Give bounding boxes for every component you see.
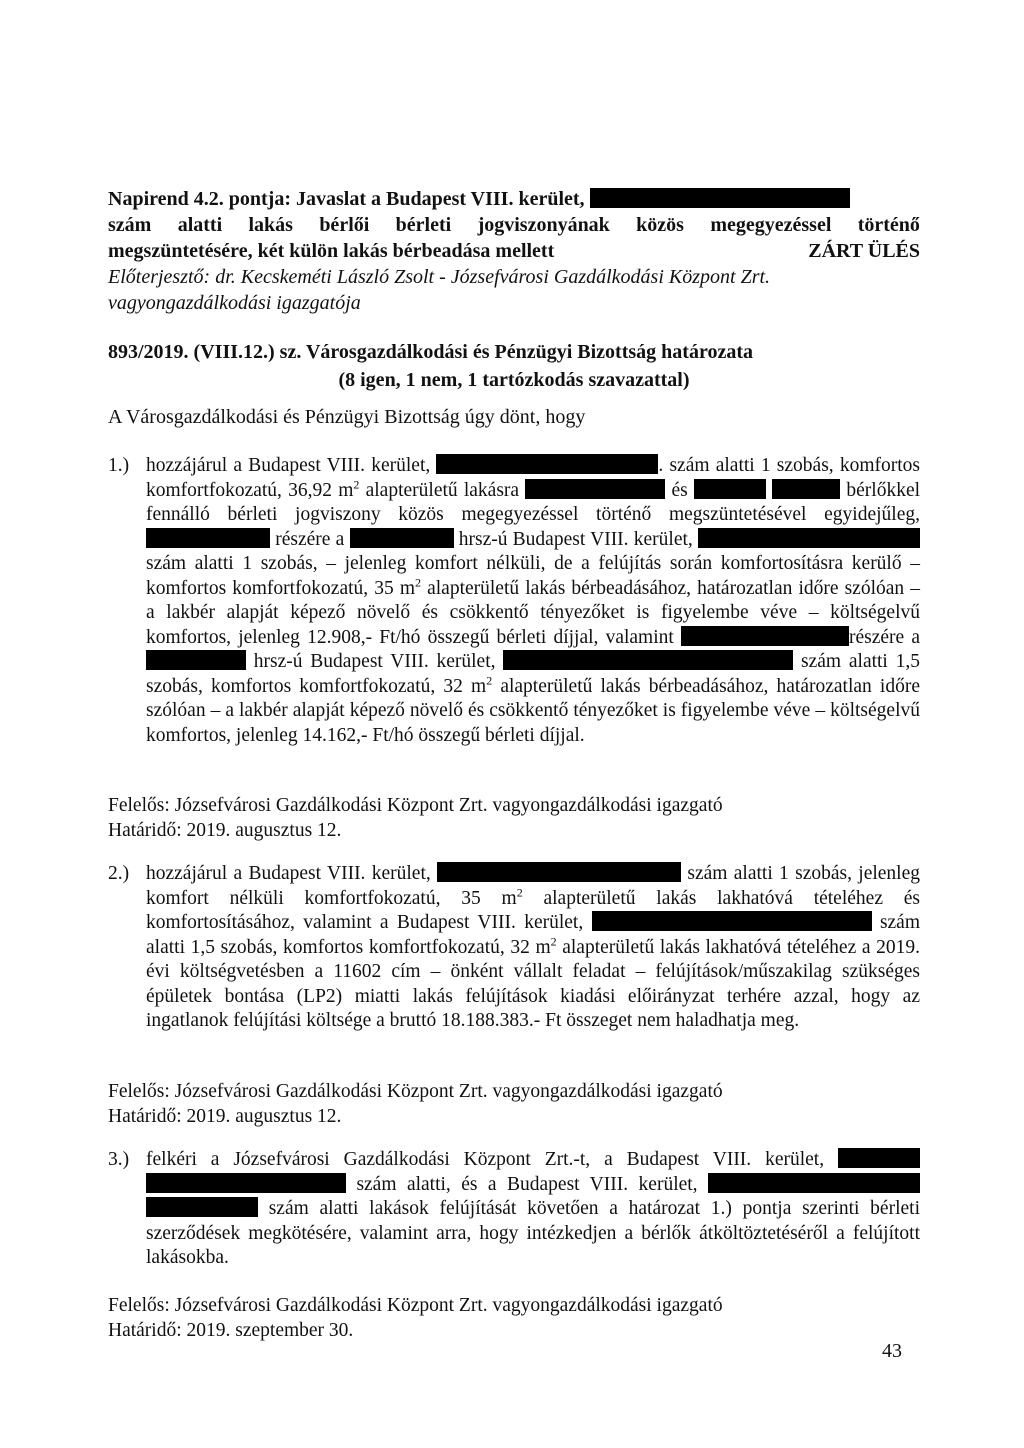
responsible-person: Felelős: Józsefvárosi Gazdálkodási Központ Zrt. vagyongazdálkodási igazgató — [108, 1295, 723, 1316]
word: jogviszonyának — [477, 214, 610, 236]
redaction-box — [146, 1173, 346, 1193]
redaction-box — [838, 1148, 920, 1168]
word: történő — [857, 214, 920, 236]
word: megegyezéssel — [710, 214, 832, 236]
closed-session-label: ZÁRT ÜLÉS — [808, 240, 920, 262]
superscript: 2 — [550, 934, 557, 948]
deadline: Határidő: 2019. szeptember 30. — [108, 1319, 354, 1341]
item-number: 1.) — [108, 455, 130, 476]
page-number: 43 — [882, 1340, 902, 1362]
text: szám alatti lakások felújítását követően a határozat 1.) pontja szerinti bérleti szerződések megkötésére, valamint arra, hogy intézkedjen a bérlők átköltöztetéséről a felújított lakásokba. — [146, 1198, 920, 1268]
redaction-box — [592, 911, 872, 931]
text: alapterületű lakás bérbeadásához, határozatlan időre szólóan – a lakbér alapját képező növelő és csökkentő tényezőket is figyelembe véve – költségelvű komfortos, jelenleg 12.908,- Ft/hó összegű bérleti díjjal, valamint — [146, 577, 920, 648]
resolution-title — [108, 338, 920, 394]
text: alapterületű lakás lakhatóvá tételéhez és komfortosításához, valamint a Budapest VIII. kerület, — [146, 887, 920, 933]
text: szám alatti, és a Budapest VIII. kerület, — [346, 1173, 698, 1195]
redaction-box — [350, 528, 454, 548]
word: bérlői — [319, 214, 370, 236]
resolution-item-2 — [108, 862, 920, 1034]
text: hozzájárul a Budapest VIII. kerület, — [146, 455, 431, 476]
item-body — [146, 454, 920, 748]
agenda-title-end: megszüntetésére, két külön lakás bérbeadása mellett — [108, 240, 555, 262]
redaction-box — [437, 862, 681, 882]
item-body — [146, 862, 920, 1034]
redaction-box — [681, 626, 849, 646]
agenda-title-line — [108, 186, 920, 212]
item-number: 2.) — [108, 863, 130, 884]
agenda-title-line-2 — [108, 212, 920, 238]
redaction-box — [436, 454, 658, 474]
presenter: Előterjesztő: dr. Kecskeméti László Zsolt - Józsefvárosi Gazdálkodási Központ Zrt. — [108, 266, 771, 288]
text: alapterületű lakás bérbeadásához, határozatlan időre szólóan – a lakbér alapját képező növelő és csökkentő tényezőket is figyelembe véve – költségelvű komfortos, jelenleg 14.162,- Ft/hó összegű bérleti díjjal. — [146, 675, 920, 746]
superscript: 2 — [353, 477, 360, 491]
redaction-box — [146, 528, 270, 548]
redaction-box — [503, 650, 793, 670]
responsible-block-1 — [108, 794, 723, 843]
resolution-item-3 — [108, 1148, 920, 1271]
agenda-title: Napirend 4.2. pontja: Javaslat a Budapest VIII. kerület, — [108, 188, 585, 210]
resolution-item-1 — [108, 454, 920, 748]
text: bérlőkkel fennálló bérleti jogviszony közös megegyezéssel történő megszüntetésével egyidejűleg, — [146, 479, 921, 525]
text: és — [665, 479, 688, 501]
redaction-box — [772, 479, 840, 499]
word: alatti — [177, 214, 223, 236]
deadline: Határidő: 2019. augusztus 12. — [108, 819, 342, 841]
redaction-box — [590, 188, 850, 208]
text: alapterületű lakásra — [359, 479, 520, 501]
superscript: 2 — [415, 575, 422, 589]
text: részére a — [270, 528, 345, 550]
redaction-box — [146, 1197, 258, 1217]
text: hozzájárul a Budapest VIII. kerület, — [146, 863, 431, 884]
agenda-header — [108, 186, 920, 316]
responsible-block-3 — [108, 1294, 723, 1343]
superscript: 2 — [486, 673, 493, 687]
responsible-block-2 — [108, 1080, 723, 1129]
text: alapterületű lakás lakhatóvá tételéhez a 2019. évi költségvetésben a 11602 cím – önként vállalt feladat – felújítások/műszakilag szükséges épületek bontása (LP2) miatti lakás felújítások kiadási előirányzat terhére azzal, hogy az ingatlanok felújítási költsége a bruttó 18.188.383.- Ft összeget nem haladhatja meg. — [146, 936, 920, 1031]
text: szám alatti 1 szobás, jelenleg komfort nélküli komfortfokozatú, 35 m — [146, 863, 920, 909]
vote-count: (8 igen, 1 nem, 1 tartózkodás szavazattal) — [338, 369, 690, 391]
superscript: 2 — [516, 885, 523, 899]
item-body — [146, 1148, 920, 1271]
text: felkéri a Józsefvárosi Gazdálkodási Központ Zrt.-t, a Budapest VIII. kerület, — [146, 1149, 825, 1170]
redaction-box — [525, 479, 665, 499]
resolution-number: 893/2019. (VIII.12.) sz. Városgazdálkodási és Pénzügyi Bizottság határozata — [108, 341, 753, 363]
agenda-title-line-3 — [108, 238, 920, 264]
redaction-box — [708, 1173, 920, 1193]
text: szám alatti 1 szobás, – jelenleg komfort nélküli, de a felújítás során komfortosításra kerülő – komfortos komfortfokozatú, 35 m — [146, 553, 920, 599]
deadline: Határidő: 2019. augusztus 12. — [108, 1105, 342, 1127]
responsible-person: Felelős: Józsefvárosi Gazdálkodási Központ Zrt. vagyongazdálkodási igazgató — [108, 1081, 723, 1102]
presenter-role: vagyongazdálkodási igazgatója — [108, 292, 361, 314]
text: hrsz-ú Budapest VIII. kerület, — [246, 651, 496, 672]
text: hrsz-ú Budapest VIII. kerület, — [453, 528, 693, 550]
text: szám alatti 1,5 szobás, komfortos komfortfokozatú, 32 m — [146, 912, 921, 958]
word: szám — [108, 214, 152, 236]
text: részére a — [848, 626, 921, 648]
text: szám alatti 1,5 szobás, komfortos komfortfokozatú, 32 m — [146, 651, 920, 697]
resolution-intro: A Városgazdálkodási és Pénzügyi Bizottság úgy dönt, hogy — [108, 406, 586, 428]
text: . szám alatti 1 szobás, komfortos komfortfokozatú, 36,92 m — [146, 455, 921, 501]
redaction-box — [146, 650, 246, 670]
redaction-box — [698, 528, 920, 548]
item-number: 3.) — [108, 1149, 130, 1170]
responsible-person: Felelős: Józsefvárosi Gazdálkodási Központ Zrt. vagyongazdálkodási igazgató — [108, 795, 723, 816]
word: közös — [636, 214, 684, 236]
word: bérleti — [395, 214, 452, 236]
word: lakás — [248, 214, 293, 236]
redaction-box — [694, 479, 766, 499]
